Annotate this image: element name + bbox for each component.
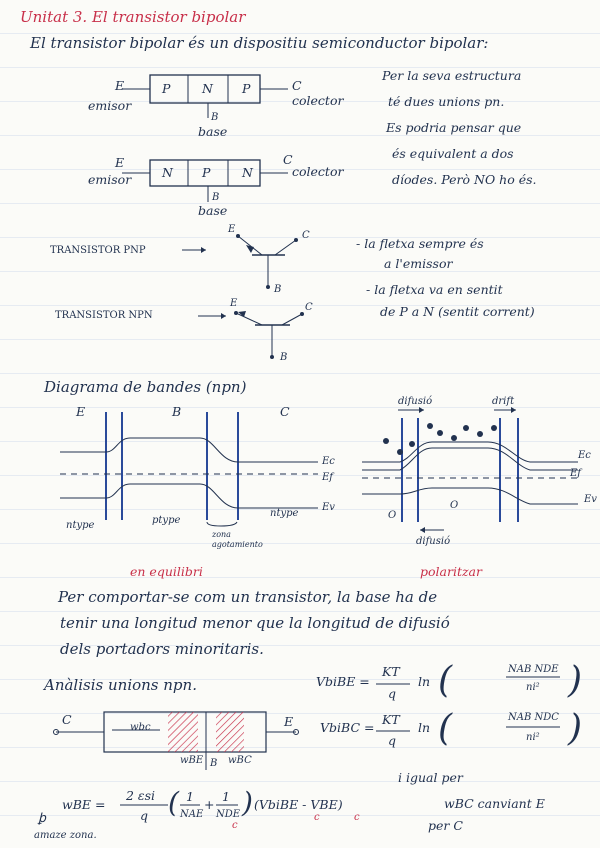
band-ef: Ef (322, 472, 334, 483)
page-title: Unitat 3. El transistor bipolar (20, 8, 246, 26)
band-zero-b: O (450, 500, 459, 511)
npn-region-1: N (162, 165, 173, 180)
note-line: és equivalent a dos (392, 146, 514, 161)
analysis-wbe: wBE (180, 755, 204, 766)
eq2-q: q (388, 733, 397, 748)
w-term-3: 1 (222, 789, 230, 804)
npn-region-3: N (242, 165, 253, 180)
band-ef-right: Ef (570, 468, 582, 479)
npn-b: B (212, 192, 220, 203)
band-ntype-right: ntype (270, 508, 299, 519)
note-line: díodes. Però NO ho és. (392, 172, 537, 187)
w-sub-c-2: c (314, 812, 320, 823)
analysis-note: i igual per (398, 770, 463, 785)
pnp-region-1: P (162, 81, 171, 96)
eq2-num: NAB NDC (508, 712, 559, 723)
eq2-lhs: VbiBC = (320, 720, 375, 735)
eq2-ln: ln (418, 720, 431, 735)
npn-colector-label: colector (292, 164, 344, 179)
pnp-symbol-label: TRANSISTOR PNP (50, 245, 146, 256)
analysis-b: B (210, 758, 218, 769)
eq2-paren-close: ) (568, 708, 583, 749)
band-zona-label: zona agotamiento (212, 530, 263, 549)
w-sub-c-3: c (354, 812, 360, 823)
w-term-4: NDE (216, 809, 241, 820)
pnp-region-2: N (202, 81, 213, 96)
npn-symbol-label: TRANSISTOR NPN (55, 310, 153, 321)
pnp-region-3: P (242, 81, 251, 96)
note-line: Es podria pensar que (386, 120, 522, 135)
note-line: Per la seva estructura (382, 68, 522, 83)
band-ptype: ptype (152, 515, 181, 526)
analysis-note: per C (428, 818, 463, 833)
w-plus: + (204, 797, 215, 812)
w-den: q (140, 808, 149, 823)
label-polaritzar: polaritzar (420, 564, 482, 579)
band-zero-a: O (388, 510, 397, 521)
paragraph-line: Per comportar-se com un transistor, la base ha de (58, 588, 438, 606)
footer-mark: ꝧ (38, 810, 46, 825)
band-ev-right: Ev (584, 494, 597, 505)
band-e: E (76, 404, 86, 419)
eq1-ni2: ni² (526, 682, 540, 693)
w-tail: (VbiBE - VBE) (254, 797, 343, 812)
analysis-wbc-top: wbc (130, 722, 151, 733)
band-c: C (280, 404, 290, 419)
w-term-2: NAE (180, 809, 204, 820)
npn-base-label: base (198, 203, 228, 218)
pnp-colector-label: colector (292, 93, 344, 108)
label-equilibri: en equilibri (130, 564, 203, 579)
analysis-c: C (62, 712, 72, 727)
pnp-base-label: base (198, 124, 228, 139)
w-lhs: wBE = (62, 797, 106, 812)
pnp-symbol-c: C (302, 230, 310, 241)
npn-arrow-note: de P a N (sentit corrent) (380, 304, 535, 319)
paragraph-line: tenir una longitud menor que la longitud de difusió (60, 614, 450, 632)
npn-symbol-e: E (230, 298, 238, 309)
npn-symbol-b: B (280, 352, 288, 363)
npn-arrow-note: - la fletxa va en sentit (366, 282, 503, 297)
pnp-b: B (211, 112, 219, 123)
band-ev: Ev (322, 502, 335, 513)
pnp-symbol-e: E (228, 224, 236, 235)
analysis-wbc: wBC (228, 755, 252, 766)
analysis-heading: Anàlisis unions npn. (44, 676, 197, 694)
eq1-lhs: VbiBE = (316, 674, 370, 689)
band-ntype-left: ntype (66, 520, 95, 531)
npn-e: E (115, 155, 125, 170)
w-term-1: 1 (186, 789, 194, 804)
eq2-kt: KT (382, 712, 400, 727)
pnp-emisor-label: emisor (88, 98, 132, 113)
pnp-e: E (115, 78, 125, 93)
band-drift: drift (492, 396, 515, 407)
npn-c: C (283, 152, 293, 167)
eq1-kt: KT (382, 664, 400, 679)
pnp-c: C (292, 78, 302, 93)
analysis-note: wBC canviant E (444, 796, 545, 811)
footer-text: amaze zona. (34, 830, 97, 841)
band-difusio-bottom: difusió (416, 536, 451, 547)
band-heading: Diagrama de bandes (npn) (44, 378, 247, 396)
intro-line: El transistor bipolar és un dispositiu semiconductor bipolar: (30, 34, 489, 52)
npn-region-2: P (202, 165, 211, 180)
npn-symbol-c: C (305, 302, 313, 313)
band-difusio-top: difusió (398, 396, 433, 407)
w-sub-c-1: c (232, 820, 238, 831)
eq1-ln: ln (418, 674, 431, 689)
paragraph-line: dels portadors minoritaris. (60, 640, 264, 658)
eq1-num: NAB NDE (508, 664, 559, 675)
w-paren-open: ( (168, 786, 179, 819)
pnp-symbol-b: B (274, 284, 282, 295)
pnp-arrow-note: - la fletxa sempre és (356, 236, 484, 251)
band-ec-right: Ec (578, 450, 591, 461)
eq2-ni2: ni² (526, 732, 540, 743)
analysis-e: E (284, 714, 294, 729)
band-ec: Ec (322, 456, 335, 467)
w-paren-close: ) (242, 786, 253, 819)
note-line: té dues unions pn. (388, 94, 505, 109)
npn-emisor-label: emisor (88, 172, 132, 187)
w-num: 2 εsi (126, 788, 156, 803)
band-b: B (172, 404, 182, 419)
eq1-paren-close: ) (568, 660, 583, 701)
eq1-paren-open: ( (438, 660, 453, 701)
eq1-q: q (388, 686, 397, 701)
pnp-arrow-note: a l'emissor (384, 256, 453, 271)
eq2-paren-open: ( (438, 708, 453, 749)
